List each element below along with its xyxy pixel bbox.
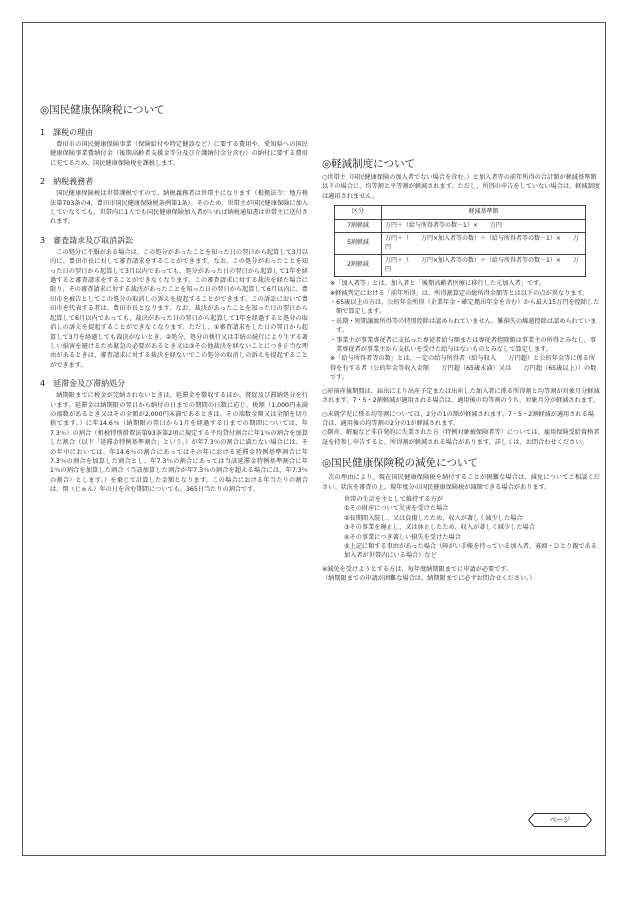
page-label: ページ	[549, 816, 571, 824]
relief-section	[322, 158, 600, 584]
delinquency-heading: 4 延滞金及び滞納処分	[40, 379, 126, 389]
relief-formula: 万円＋（ 万円×加入者等の数）＋（給与所得者等の数－1）× 万円	[382, 233, 586, 255]
preschool-paragraph: ○未就学児に係る均等割については、2分の1の額が軽減されます。7・5・2割軽減が適用される場合は、適用後の均等割の2分の1が軽減されます。	[322, 410, 594, 427]
taxpayer-heading: 2 納税義務者	[40, 177, 94, 187]
relief-formula: 万円＋（給与所得者等の数－1）× 万円	[382, 219, 586, 233]
maternity-paragraph: ○産前産後期間は、届出により出産予定または出産した加入者に係る所得割と均等割が対象月分軽減されます。7・5・2割軽減が適用される場合は、適用後の均等割のうち、対象月分が軽減されます。	[322, 387, 600, 405]
relief-note: ※軽減判定における「前年所得」は、所得割算定の総所得金額等とは以下の点が異なります。	[330, 289, 589, 297]
relief-table	[334, 205, 586, 277]
relief-intro: ○世帯主（国民健康保険の加入者でない場合を含む。）と加入者等の前年所得の合計額が軽減基準額以下の場合に、均等割と平等割が軽減されます。ただし、所得の申告をしていない場合は、軽減制度は適用されません。	[322, 174, 600, 200]
relief-table-header-category: 区分	[335, 206, 382, 220]
tax-section	[40, 104, 308, 495]
reduction-list-head: 世帯の生計を主として維持する方が	[344, 495, 443, 503]
reduction-list	[344, 495, 600, 561]
delinquency-body: 納期限までに税金が完納されないときは、延滞金を徴収するほか、督促及び滞納処分を行います。延滞金は納期限の翌日から納付の日までの期間の日数に応じ、税額（1,000円未満の端数があるとき又はその全額が2,000円未満であるときは、その端数金額又は全額を切り捨てます。）に年14.6％（納期限の翌日から1月を経過する日までの期間については、年7.3％）の割合（租税特別措置法第93条第2項に規定する平均貸付割合に年1％の割合を加算した割合（以下「延滞金特例基準割合」という。）が年7.3％の割合に満たない場合には、その年中においては、年14.6％の割合にあってはその年における延滞金特例基準割合に年7.3％の割合を加算した割合とし、年7.3％の割合にあっては当該延滞金特例基準割合に年1％の割合を加算した割合（当該加算した割合が年7.3％の割合を超える場合には、年7.3％の割合）とします。）を乗じて計算した金額となります。この場合における年当たりの割合は、閏（じゅん）年の日を含む期間についても、365日当たりの割合です。	[50, 392, 308, 494]
relief-note: ※「給与所得者等の数」とは、一定の給与所得者（給与収入 万円超）と公的年金等に係る所得を有する者（公的年金等収入金額 万円超（65歳未満）又は 万円超（65歳以上））の数です。	[330, 355, 597, 382]
relief-note: ・事業主が事業専従者に支払った専従者給与額または専従者控除額は事業主の所得とみなし、事業専従者が事業主から支払いを受けた給与はないものとみなして算定します。	[330, 336, 597, 354]
relief-category: 5割軽減	[335, 233, 382, 255]
appeal-heading: 3 審査請求及び取消訴訟	[40, 235, 134, 245]
list-item: ③その事業を廃止し、又は休止したため、収入が著しく減少した場合	[344, 524, 535, 532]
taxpayer-body: 国民健康保険税は世帯課税ですので、納税義務者は世帯主になります（根拠法令：地方税法第703条の4、豊田市国民健康保険税条例第1条）。そのため、世帯主が国民健康保険に加入していなくても、世帯内に1人でも国民健康保険加入者がいれば納税通知書は世帯主に送付されます。	[50, 190, 308, 226]
relief-note: ・長期・短期譲渡所得等の特別控除は認められていません。雑損失の繰越控除は認められています。	[330, 317, 597, 335]
relief-category: 7割軽減	[335, 219, 382, 233]
relief-formula: 万円＋（ 万円×加入者等の数）＋（給与所得者等の数－1）× 万円	[382, 255, 586, 277]
tax-reason-heading: 1 課税の理由	[40, 128, 94, 137]
relief-note: ※「加入者等」とは、加入者と「後期高齢者医療に移行した元加入者」です。	[330, 280, 546, 288]
list-item: ①その財産について災害を受けた場合	[344, 505, 449, 513]
table-row	[335, 233, 586, 255]
reduction-note: （納期限までの申請が困難な場合は、納期限までに必ずお問合せください。）	[322, 575, 536, 583]
list-item: ④その事業につき著しい損失を受けた場合	[344, 533, 461, 541]
unemployed-paragraph: ○倒産、解雇など非自発的に失業された方（特例対象被保険者等）については、雇用保険受給資格者証を持参し申告すると、所得割が軽減される場合があります。詳しくは、お問合わせください。	[322, 429, 600, 446]
relief-note: ・65歳以上の方は、公的年金所得（企業年金・確定拠出年金を含む）から最大15万円を控除した額で算定します。	[330, 299, 600, 316]
reduction-intro: 次の理由により、現在国民健康保険税を納付することが困難な場合は、減免についてご相談ください。状況を審査の上、現年度分の国民健康保険税が減額できる場合があります。	[322, 474, 600, 491]
relief-table-header	[335, 206, 586, 220]
reduction-section-title: ◎国民健康保険税の減免について	[322, 457, 478, 470]
tax-section-title: ◎国民健康保険税について	[40, 104, 165, 116]
page-number-badge	[528, 813, 592, 827]
appeal-body: この処分に不服がある場合は、この処分があったことを知った日の翌日から起算して3月以内に、豊田市長に対して審査請求をすることができます。なお、この処分があったことを知った日の翌日から起算して3月以内であっても、処分があった日の翌日から起算して1年を経過すると審査請求をすることができなくなります。この審査請求に対する裁決を経た場合に限り、その審査請求に対する裁決があったことを知った日の翌日から起算して6月以内に、豊田市を被告としてこの処分の取消しの訴えを提起することができます。この訴訟において豊田市を代表する者は、豊田市長となります。なお、裁決があったことを知った日の翌日から起算して6月以内であっても、裁決があった日の翌日から起算して1年を経過すると処分の取消しの訴えを提起することができなくなります。ただし、①審査請求をした日の翌日から起算して3月を経過しても裁決がないとき、②処分、処分の執行又は手続の続行により生ずる著しい損害を避けるため緊急の必要があるとき又は③その他裁決を経ないことにつき正当な理由があるときは、審査請求に対する裁決を経ないでこの処分の取消しの訴えを提起することができます。	[50, 248, 308, 369]
relief-table-header-standard: 軽減基準額	[382, 206, 586, 220]
table-row	[335, 219, 586, 233]
table-row	[335, 255, 586, 277]
tax-reason-body: 豊田市の国民健康保険事業（保険給付や特定健診など）に要する費用や、愛知県への国民健康保険事業費納付金（後期高齢者支援金等分及び介護納付金分含む）の納付に要する費用に充てるため、国民健康保険税を課税します。	[50, 141, 308, 167]
relief-category: 2割軽減	[335, 255, 382, 277]
relief-section-title: ◎軽減制度について	[322, 158, 415, 170]
list-item: ②長期間入院し、又は負傷したため、収入が著しく減少した場合	[344, 514, 523, 522]
reduction-note: ※減免を受けようとする方は、毎年度納期限までに申請が必要です。	[322, 565, 513, 573]
list-item: ⑤上記に類する事由があった場合（障がい手帳を持っている加入者、寡婦・ひとり親である加入者が世帯内にいる場合）など	[344, 542, 597, 560]
